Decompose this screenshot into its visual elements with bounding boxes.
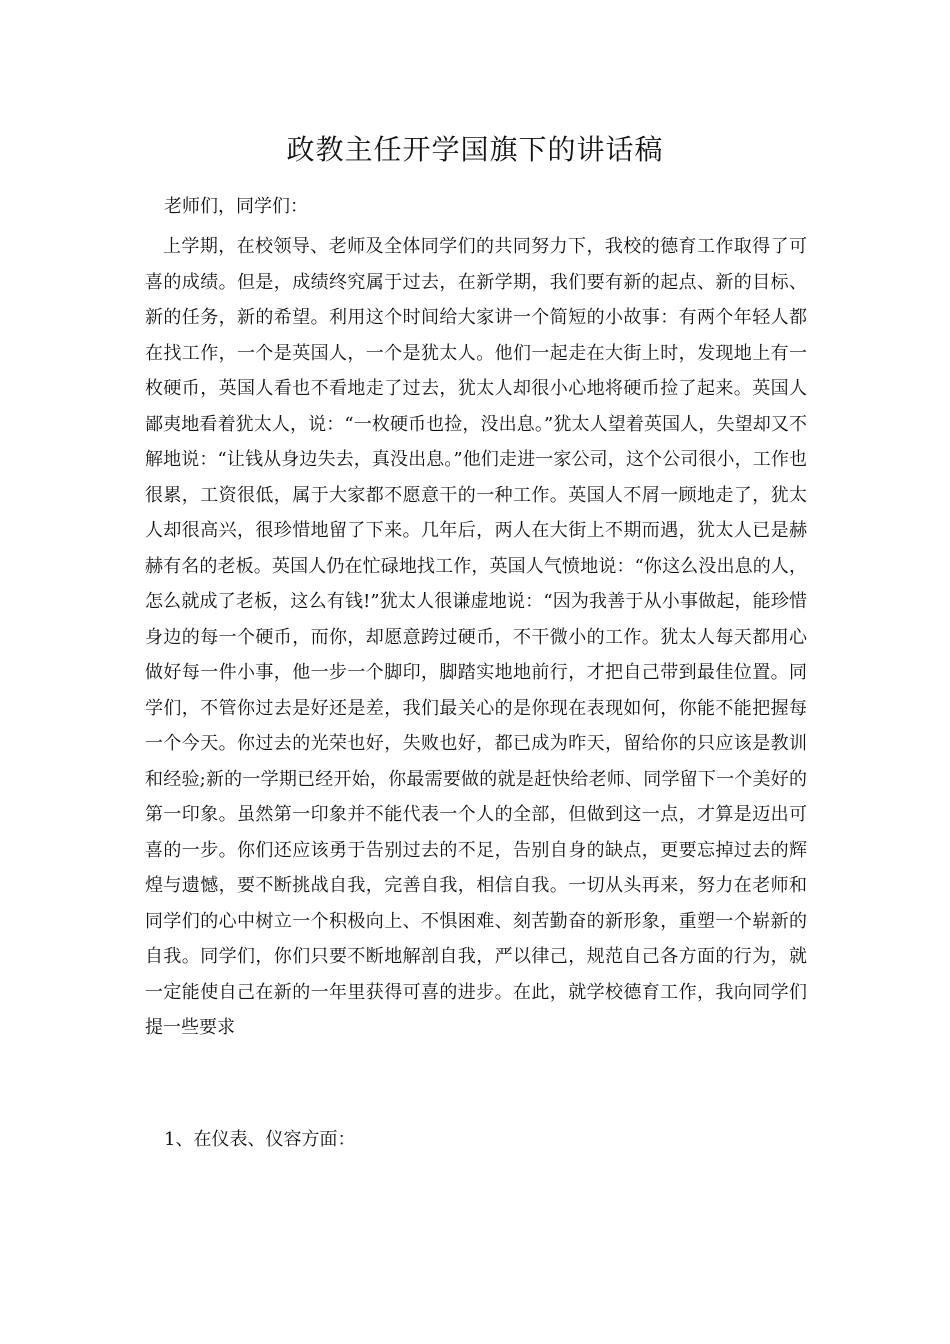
salutation: 老师们，同学们： (164, 196, 308, 217)
document-title: 政教主任开学国旗下的讲话稿 (286, 133, 664, 166)
list-item-1: 1、在仪表、仪容方面： (164, 1129, 356, 1150)
body-paragraph: 上学期，在校领导、老师及全体同学们的共同努力下，我校的德育工作取得了可喜的成绩。但是，成绩终究属于过去，在新学期，我们要有新的起点、新的目标、新的任务，新的希望。利用这个时间给大家讲一个简短的小故事：有两个年轻人都在找工作，一个是英国人，一个是犹太人。他们一起走在大街上时，发现地上有一枚硬币，英国人看也不看地走了过去，犹太人却很小心地将硬币捡了起来。英国人鄙夷地看着犹太人，说：“一枚硬币也捡，没出息。”犹太人望着英国人，失望却又不解地说：“让钱从身边失去，真没出息。”他们走进一家公司，这个公司很小，工作也很累，工资很低，属于大家都不愿意干的一种工作。英国人不屑一顾地走了，犹太人却很高兴，很珍惜地留了下来。几年后，两人在大街上不期而遇，犹太人已是赫赫有名的老板。英国人仍在忙碌地找工作，英国人气愤地说：“你这么没出息的人，怎么就成了老板，这么有钱!”犹太人很谦虚地说：“因为我善于从小事做起，能珍惜身边的每一个硬币，而你，却愿意跨过硬币，不干微小的工作。犹太人每天都用心做好每一件小事，他一步一个脚印，脚踏实地地前行，才把自己带到最佳位置。同学们，不管你过去是好还是差，我们最关心的是你现在表现如何，你能不能把握每一个今天。你过去的光荣也好，失败也好，都已成为昨天，留给你的只应该是教训和经验;新的一学期已经开始，你最需要做的就是赶快给老师、同学留下一个美好的第一印象。虽然第一印象并不能代表一个人的全部，但做到这一点，才算是迈出可喜的一步。你们还应该勇于告别过去的不足，告别自身的缺点，更要忘掉过去的辉煌与遗憾，要不断挑战自我，完善自我，相信自我。一切从头再来，努力在老师和同学们的心中树立一个积极向上、不惧困难、刻苦勤奋的新形象，重塑一个崭新的自我。同学们，你们只要不断地解剖自我，严以律己，规范自己各方面的行为，就一定能使自己在新的一年里获得可喜的进步。在此，就学校德育工作，我向同学们提一些要求 (145, 236, 807, 1038)
